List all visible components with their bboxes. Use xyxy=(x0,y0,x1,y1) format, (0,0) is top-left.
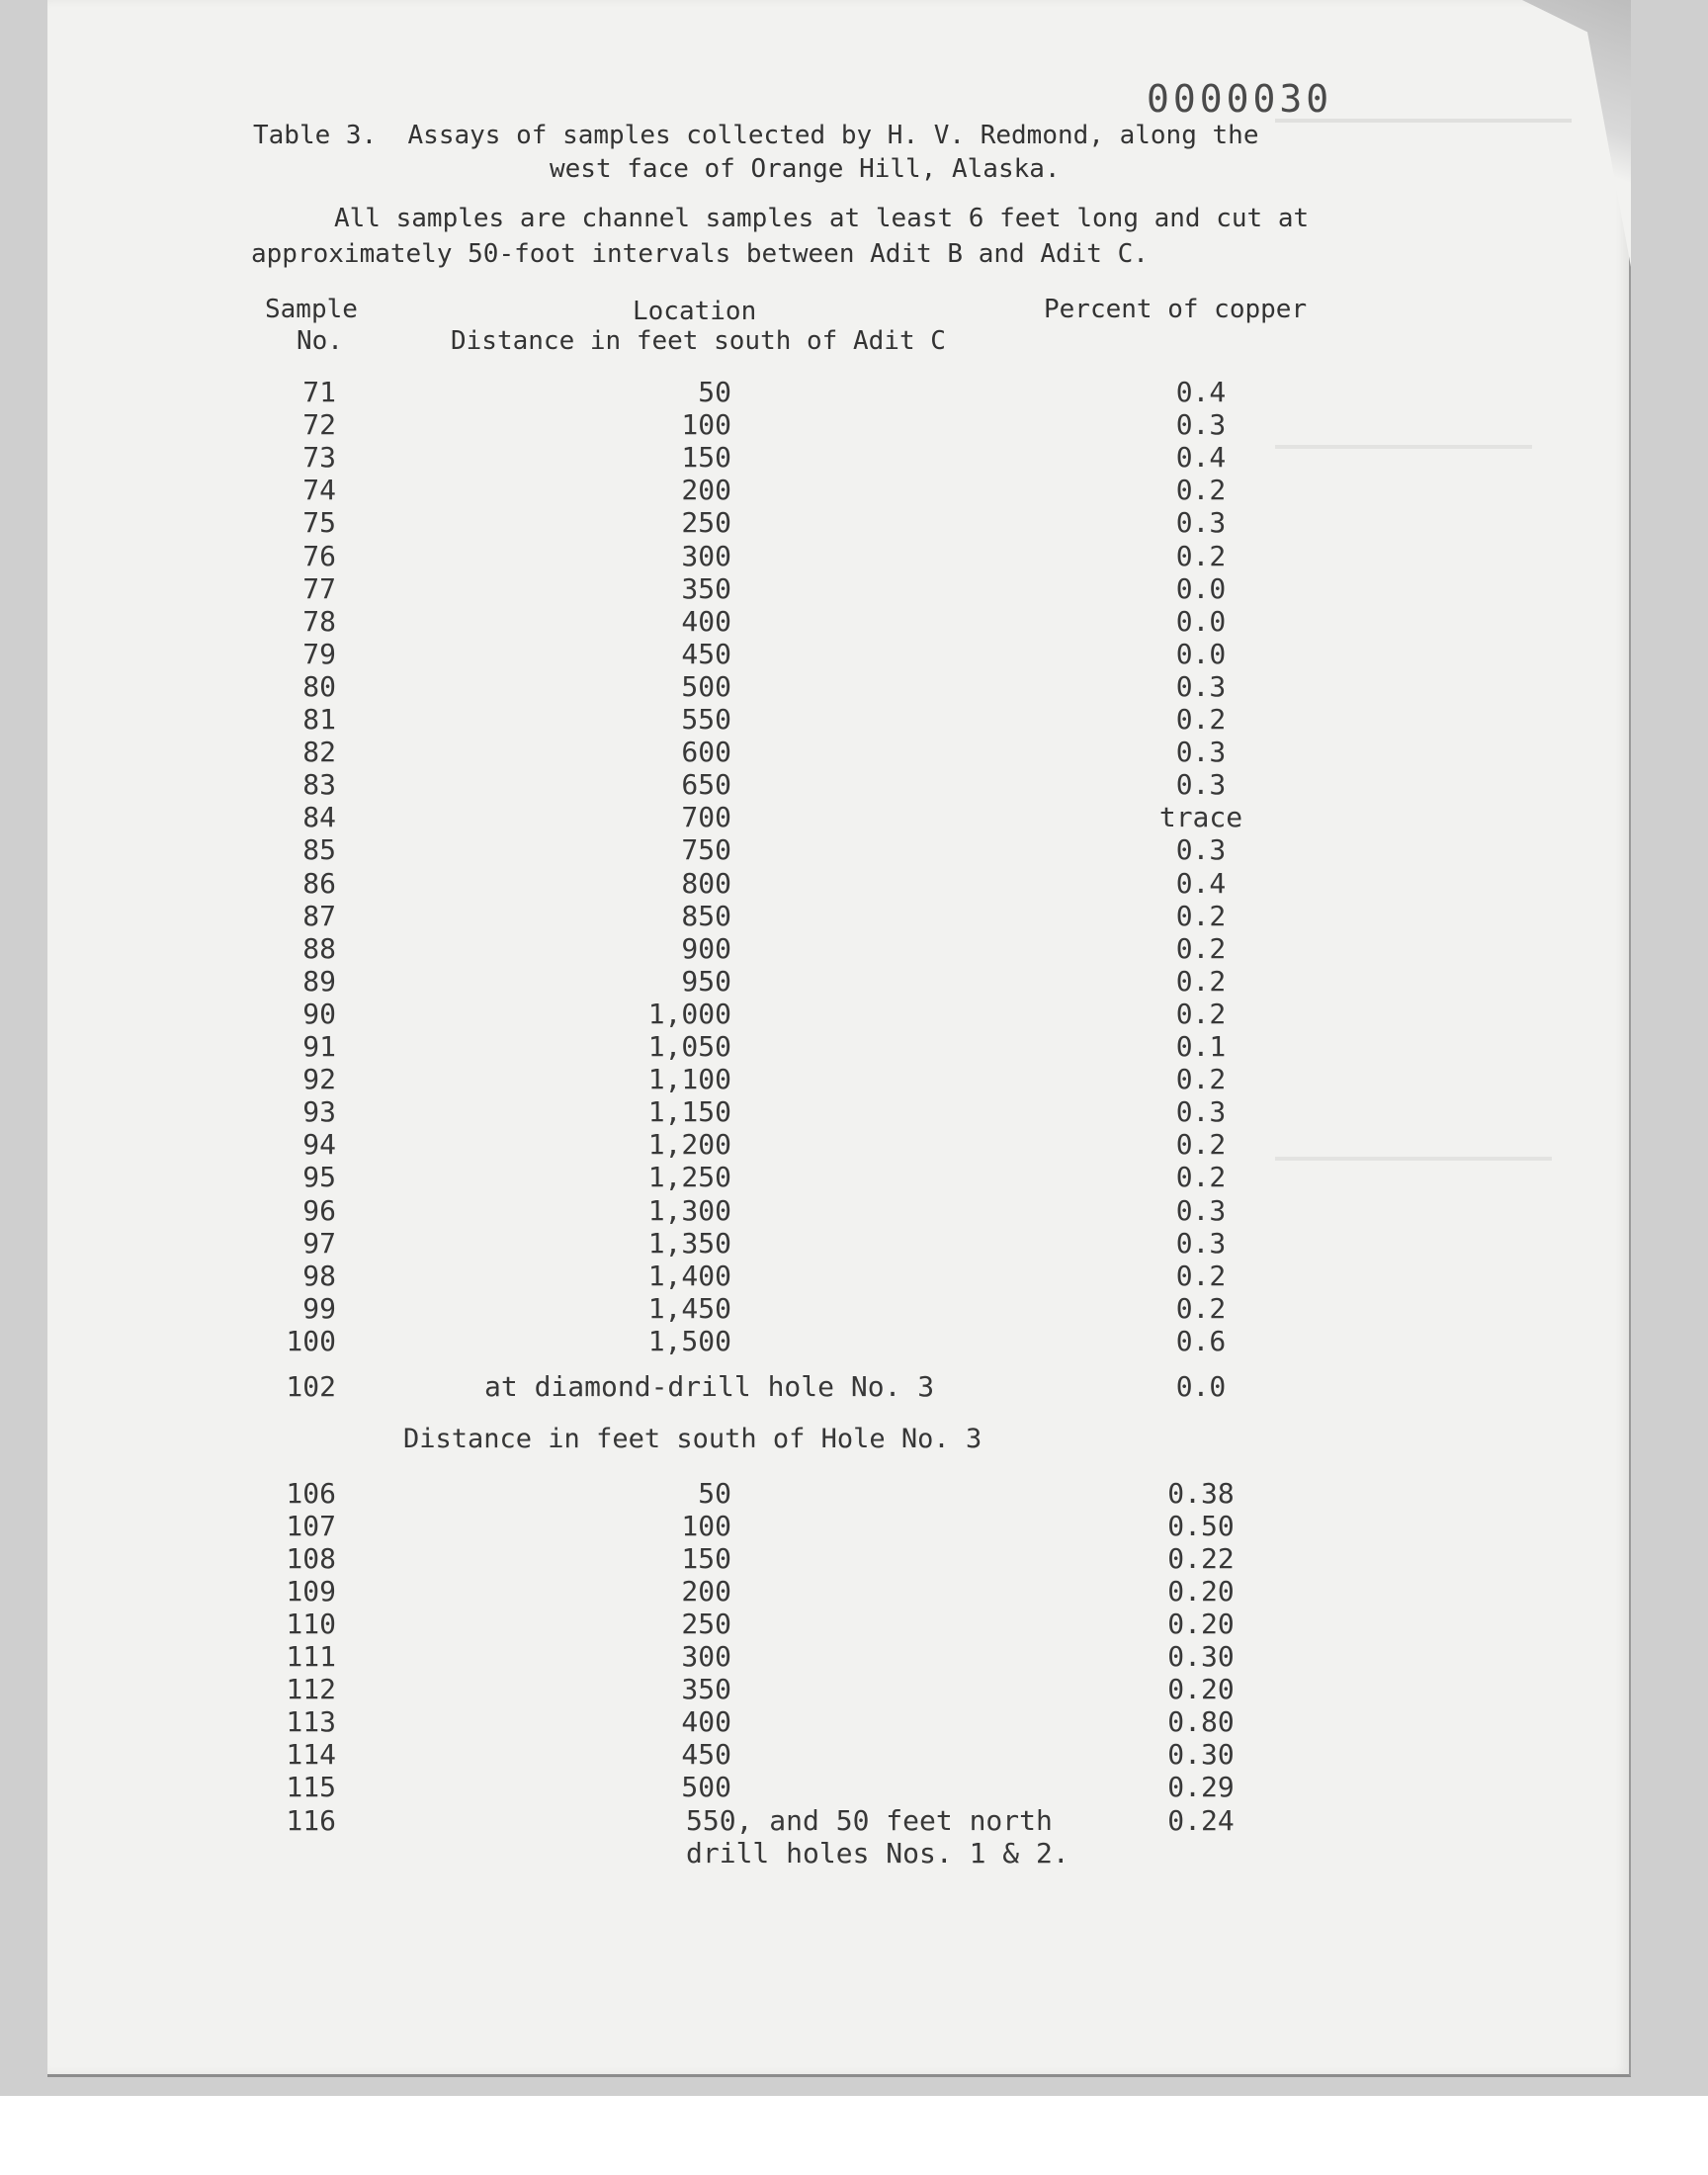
table-row xyxy=(0,736,1708,767)
location-value: 450 xyxy=(681,637,731,670)
table-row xyxy=(0,801,1708,832)
table-row xyxy=(0,638,1708,669)
location-value: 400 xyxy=(681,604,731,638)
table-row xyxy=(0,900,1708,931)
location-value: 600 xyxy=(681,736,731,769)
location-value: 450 xyxy=(681,1738,731,1771)
table-row xyxy=(0,540,1708,571)
percent-copper-value: 0.2 xyxy=(1175,1161,1227,1194)
sample-number: 76 xyxy=(302,539,336,572)
location-value: 700 xyxy=(681,801,731,834)
location-value: 250 xyxy=(681,506,731,540)
sample-number: 106 xyxy=(286,1477,336,1510)
sample-number: 72 xyxy=(302,408,336,442)
table-row xyxy=(0,572,1708,604)
sample-number: 85 xyxy=(302,833,336,867)
location-value: 250 xyxy=(681,1608,731,1640)
sample-number: 107 xyxy=(286,1510,336,1542)
table-row xyxy=(0,867,1708,899)
sample-number: 112 xyxy=(286,1673,336,1705)
table-row xyxy=(0,1608,1708,1639)
location-value: 200 xyxy=(681,474,731,507)
table-row xyxy=(0,703,1708,735)
table-row xyxy=(0,1194,1708,1226)
location-value: 200 xyxy=(681,1575,731,1608)
location-value: 850 xyxy=(681,899,731,932)
sample-number: 109 xyxy=(286,1575,336,1608)
percent-copper-value: 0.3 xyxy=(1175,408,1227,442)
location-value: 1,200 xyxy=(647,1128,731,1162)
percent-copper-value: 0.3 xyxy=(1175,736,1227,769)
sample-number: 83 xyxy=(302,768,336,802)
percent-copper-value: 0.2 xyxy=(1175,474,1227,507)
location-value: 1,000 xyxy=(647,997,731,1030)
table-row xyxy=(0,1227,1708,1259)
document-number: 0000030 xyxy=(1147,77,1333,121)
table-row xyxy=(0,1063,1708,1094)
table-row xyxy=(0,408,1708,440)
percent-copper-value: 0.2 xyxy=(1175,997,1227,1030)
table-row xyxy=(0,1738,1708,1770)
percent-copper-value: 0.3 xyxy=(1175,833,1227,867)
percent-copper-value: 0.3 xyxy=(1175,669,1227,703)
section-heading-hole-3: Distance in feet south of Hole No. 3 xyxy=(403,1424,982,1454)
sample-number: 84 xyxy=(302,801,336,834)
location-value: 400 xyxy=(681,1705,731,1738)
location-value: 100 xyxy=(681,408,731,442)
sample-number: 91 xyxy=(302,1030,336,1063)
sample-number: 115 xyxy=(286,1771,336,1803)
percent-copper-value: 0.50 xyxy=(1167,1510,1235,1542)
location-value: 1,150 xyxy=(647,1095,731,1129)
percent-copper-value: 0.20 xyxy=(1167,1608,1235,1640)
percent-copper-value: 0.2 xyxy=(1175,931,1227,965)
header-sample-no: No. xyxy=(297,326,343,356)
table-row xyxy=(0,932,1708,964)
location-value: 350 xyxy=(681,1673,731,1705)
header-location-sub: Distance in feet south of Adit C xyxy=(451,326,946,356)
sample-number: 98 xyxy=(302,1259,336,1292)
sample-number: 73 xyxy=(302,441,336,475)
table-row xyxy=(0,1030,1708,1062)
sample-number: 110 xyxy=(286,1608,336,1640)
table-row xyxy=(0,1575,1708,1607)
percent-copper-value: 0.3 xyxy=(1175,768,1227,802)
table-row xyxy=(0,965,1708,997)
sample-number: 71 xyxy=(302,376,336,408)
table-row xyxy=(0,1128,1708,1160)
percent-copper-value: 0.3 xyxy=(1175,1226,1227,1260)
percent-copper-value: 0.0 xyxy=(1175,571,1227,605)
percent-copper-value: 0.2 xyxy=(1175,899,1227,932)
location-value: 150 xyxy=(681,1542,731,1575)
table-row xyxy=(0,1705,1708,1737)
percent-copper-value: 0.30 xyxy=(1167,1738,1235,1771)
percent-copper-value: 0.2 xyxy=(1175,703,1227,736)
percent-copper-value: trace xyxy=(1158,801,1243,834)
location-value: 300 xyxy=(681,539,731,572)
sample-number: 114 xyxy=(286,1738,336,1771)
table-row xyxy=(0,376,1708,407)
sample-number: 93 xyxy=(302,1095,336,1129)
table-row xyxy=(0,605,1708,637)
percent-copper-value: 0.2 xyxy=(1175,539,1227,572)
sample-number: 113 xyxy=(286,1705,336,1738)
table-row xyxy=(0,474,1708,505)
table-row xyxy=(0,998,1708,1029)
percent-copper-value: 0.38 xyxy=(1167,1477,1235,1510)
percent-copper-value: 0.29 xyxy=(1167,1771,1235,1803)
percent-copper-value: 0.2 xyxy=(1175,964,1227,998)
location-value: 1,050 xyxy=(647,1030,731,1063)
percent-copper-value: 0.80 xyxy=(1167,1705,1235,1738)
percent-copper-value: 0.22 xyxy=(1167,1542,1235,1575)
percent-copper-value: 0.3 xyxy=(1175,1193,1227,1227)
percent-copper-value: 0.4 xyxy=(1175,441,1227,475)
sample-number: 88 xyxy=(302,931,336,965)
location-value: 300 xyxy=(681,1640,731,1673)
table-row xyxy=(0,1510,1708,1541)
table-row xyxy=(0,833,1708,865)
header-sample: Sample xyxy=(265,295,358,324)
table-row xyxy=(0,441,1708,473)
sample-number: 108 xyxy=(286,1542,336,1575)
percent-copper-value: 0.0 xyxy=(1175,637,1227,670)
sample-number: 74 xyxy=(302,474,336,507)
location-value: 650 xyxy=(681,768,731,802)
sample-number: 82 xyxy=(302,736,336,769)
percent-copper-value: 0.24 xyxy=(1167,1804,1235,1837)
sample-number: 97 xyxy=(302,1226,336,1260)
location-value: 900 xyxy=(681,931,731,965)
table-row-116 xyxy=(0,1804,1708,1836)
sample-number: 79 xyxy=(302,637,336,670)
table-row xyxy=(0,670,1708,702)
percent-copper-value: 0.20 xyxy=(1167,1575,1235,1608)
sample-number: 80 xyxy=(302,669,336,703)
sample-number: 77 xyxy=(302,571,336,605)
location-value: at diamond-drill hole No. 3 xyxy=(484,1370,935,1403)
sample-number: 100 xyxy=(286,1324,336,1357)
location-value: 1,500 xyxy=(647,1324,731,1357)
location-value: 150 xyxy=(681,441,731,475)
percent-copper-value: 0.30 xyxy=(1167,1640,1235,1673)
location-value-continued: drill holes Nos. 1 & 2. xyxy=(686,1837,1069,1870)
percent-copper-value: 0.0 xyxy=(1175,604,1227,638)
table-row xyxy=(0,1292,1708,1324)
header-location: Location xyxy=(633,297,757,326)
location-value: 550 xyxy=(681,703,731,736)
location-value: 100 xyxy=(681,1510,731,1542)
location-value: 950 xyxy=(681,964,731,998)
table-row xyxy=(0,1771,1708,1802)
percent-copper-value: 0.4 xyxy=(1175,376,1227,408)
percent-copper-value: 0.2 xyxy=(1175,1063,1227,1096)
location-value: 350 xyxy=(681,571,731,605)
table-row xyxy=(0,1161,1708,1192)
location-value: 50 xyxy=(698,1477,731,1510)
table-row xyxy=(0,1673,1708,1704)
percent-copper-value: 0.1 xyxy=(1175,1030,1227,1063)
table-row xyxy=(0,506,1708,538)
percent-copper-value: 0.2 xyxy=(1175,1291,1227,1325)
sample-number: 96 xyxy=(302,1193,336,1227)
location-value: 1,250 xyxy=(647,1161,731,1194)
table-row xyxy=(0,768,1708,800)
table-title: Table 3. Assays of samples collected by H. V. Redmond, along the xyxy=(253,121,1259,150)
percent-copper-value: 0.4 xyxy=(1175,866,1227,900)
table-row-102 xyxy=(0,1370,1708,1402)
table-row xyxy=(0,1325,1708,1356)
sample-number: 92 xyxy=(302,1063,336,1096)
sample-number: 90 xyxy=(302,997,336,1030)
percent-copper-value: 0.2 xyxy=(1175,1128,1227,1162)
sample-number: 95 xyxy=(302,1161,336,1194)
sample-number: 86 xyxy=(302,866,336,900)
table-row xyxy=(0,1095,1708,1127)
table-row xyxy=(0,1477,1708,1509)
table-row xyxy=(0,1542,1708,1574)
location-value: 550, and 50 feet north xyxy=(686,1804,1053,1837)
percent-copper-value: 0.0 xyxy=(1175,1370,1227,1403)
sample-number: 102 xyxy=(286,1370,336,1403)
sample-number: 111 xyxy=(286,1640,336,1673)
location-value: 500 xyxy=(681,669,731,703)
location-value: 1,400 xyxy=(647,1259,731,1292)
table-title-continued: west face of Orange Hill, Alaska. xyxy=(550,154,1061,184)
location-value: 1,100 xyxy=(647,1063,731,1096)
location-value: 50 xyxy=(698,376,731,408)
sample-number: 75 xyxy=(302,506,336,540)
sample-number: 94 xyxy=(302,1128,336,1162)
sample-number: 89 xyxy=(302,964,336,998)
percent-copper-value: 0.3 xyxy=(1175,1095,1227,1129)
table-row-116-continued xyxy=(0,1837,1708,1869)
header-percent-copper: Percent of copper xyxy=(1044,295,1308,324)
sample-number: 116 xyxy=(286,1804,336,1837)
percent-copper-value: 0.6 xyxy=(1175,1324,1227,1357)
sample-number: 78 xyxy=(302,604,336,638)
percent-copper-value: 0.2 xyxy=(1175,1259,1227,1292)
location-value: 750 xyxy=(681,833,731,867)
location-value: 1,350 xyxy=(647,1226,731,1260)
location-value: 1,450 xyxy=(647,1291,731,1325)
location-value: 1,300 xyxy=(647,1193,731,1227)
percent-copper-value: 0.3 xyxy=(1175,506,1227,540)
table-note-continued: approximately 50-foot intervals between Adit B and Adit C. xyxy=(251,239,1149,269)
table-row xyxy=(0,1260,1708,1291)
sample-number: 87 xyxy=(302,899,336,932)
location-value: 800 xyxy=(681,866,731,900)
table-row xyxy=(0,1640,1708,1672)
sample-number: 81 xyxy=(302,703,336,736)
location-value: 500 xyxy=(681,1771,731,1803)
sample-number: 99 xyxy=(302,1291,336,1325)
table-note: All samples are channel samples at least 6 feet long and cut at xyxy=(334,204,1310,233)
percent-copper-value: 0.20 xyxy=(1167,1673,1235,1705)
